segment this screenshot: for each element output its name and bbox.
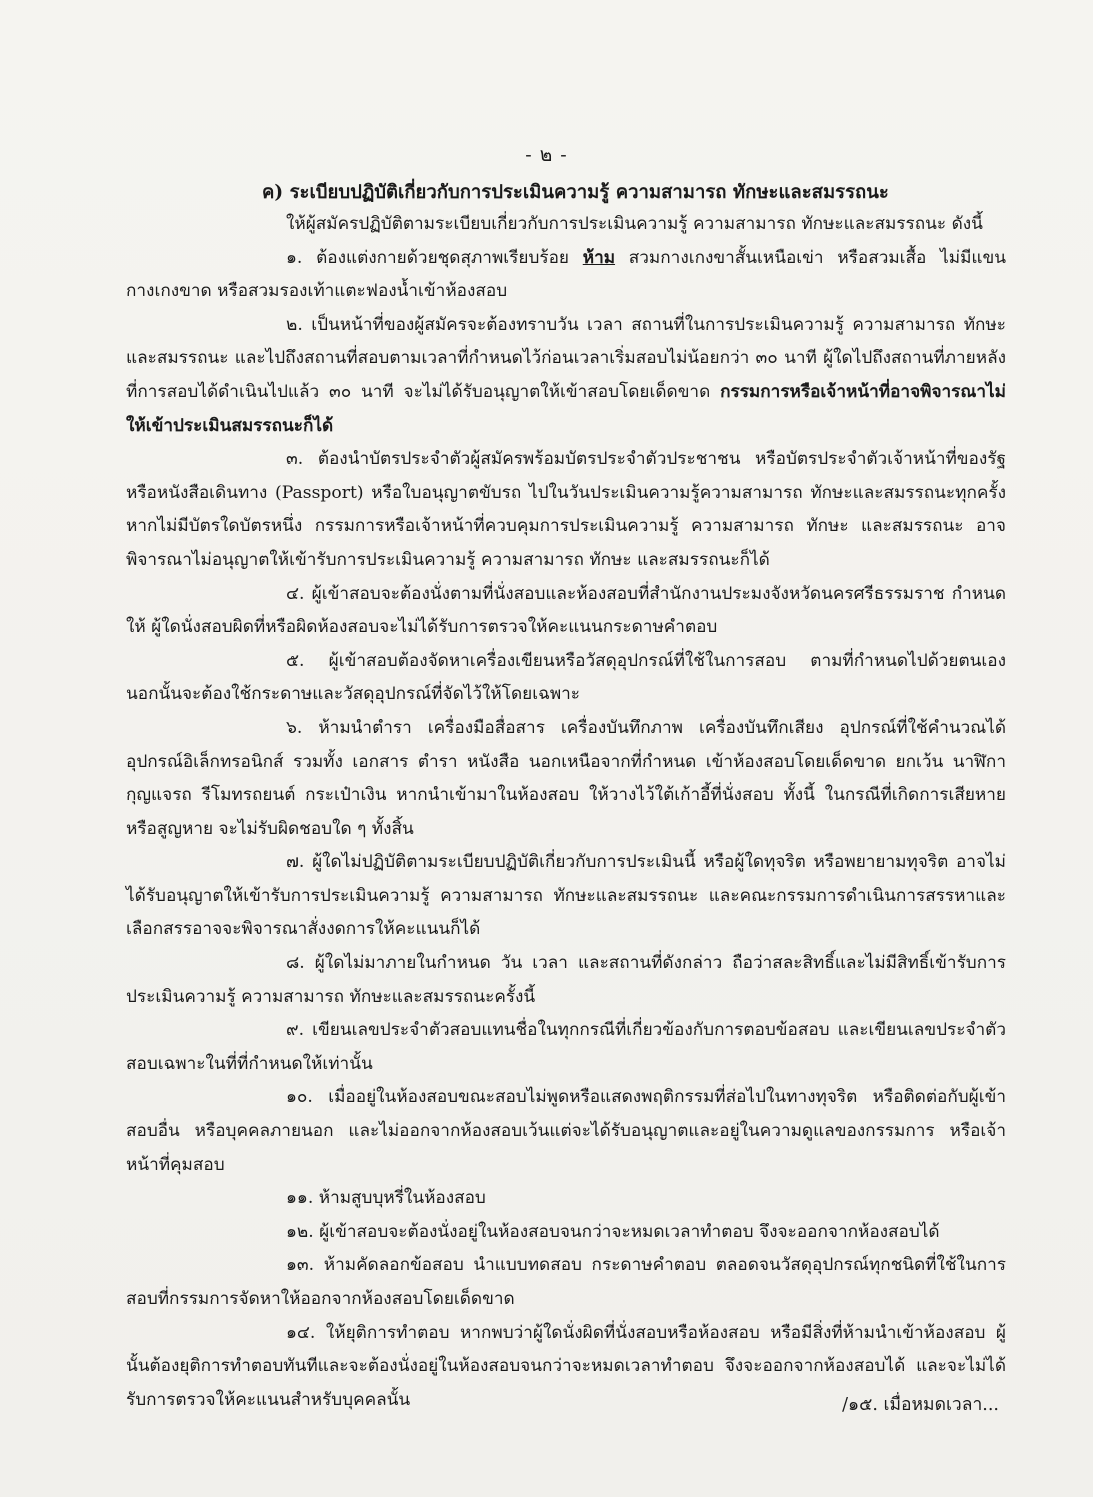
rule-1-emphasis: ห้าม	[582, 247, 616, 268]
rule-13: ๑๓. ห้ามคัดลอกข้อสอบ นำแบบทดสอบ กระดาษคำตอบ ตลอดจนวัสดุอุปกรณ์ทุกชนิดที่ใช้ในการสอบที่กรรมการจัดหาให้ออกจากห้องสอบโดยเด็ดขาด	[126, 1255, 1006, 1309]
rule-2-text: ๒. เป็นหน้าที่ของผู้สมัครจะต้องทราบวัน เวลา สถานที่ในการประเมินความรู้ ความสามารถ ทักษะและสมรรถนะ และไปถึงสถานที่สอบตามเวลาที่กำหนดไว้ก่อนเวลาเริ่มสอบไม่น้อยกว่า ๓๐ นาที ผู้ใดไปถึงสถานที่ภายหลังที่การสอบได้ดำเนินไปแล้ว ๓๐ นาที จะไม่ได้รับอนุญาตให้เข้าสอบโดยเด็ดขาด	[126, 314, 1006, 402]
rule-6: ๖. ห้ามนำตำรา เครื่องมือสื่อสาร เครื่องบันทึกภาพ เครื่องบันทึกเสียง อุปกรณ์ที่ใช้คำนวณได้ อุปกรณ์อิเล็กทรอนิกส์ รวมทั้ง เอกสาร ตำรา หนังสือ นอกเหนือจากที่กำหนด เข้าห้องสอบโดยเด็ดขาด ยกเว้น นาฬิกา กุญแจรถ รีโมทรถยนต์ กระเป๋าเงิน หากนำเข้ามาในห้องสอบ ให้วางไว้ใต้เก้าอี้ที่นั่งสอบ ทั้งนี้ ในกรณีที่เกิดการเสียหาย หรือสูญหาย จะไม่รับผิดชอบใด ๆ ทั้งสิ้น	[126, 717, 1006, 839]
rule-9: ๙. เขียนเลขประจำตัวสอบแทนชื่อในทุกกรณีที่เกี่ยวข้องกับการตอบข้อสอบ และเขียนเลขประจำตัวสอบเฉพาะในที่ที่กำหนดให้เท่านั้น	[126, 1020, 1006, 1074]
rule-12: ๑๒. ผู้เข้าสอบจะต้องนั่งอยู่ในห้องสอบจนกว่าจะหมดเวลาทำตอบ จึงจะออกจากห้องสอบได้	[286, 1221, 940, 1242]
rule-2	[126, 309, 1006, 443]
section-heading: ค) ระเบียบปฏิบัติเกี่ยวกับการประเมินความรู้ ความสามารถ ทักษะและสมรรถนะ	[262, 182, 889, 203]
rule-5: ๕. ผู้เข้าสอบต้องจัดหาเครื่องเขียนหรือวัสดุอุปกรณ์ที่ใช้ในการสอบ ตามที่กำหนดไปด้วยตนเอง นอกนั้นจะต้องใช้กระดาษและวัสดุอุปกรณ์ที่จัดไว้ให้โดยเฉพาะ	[126, 650, 1006, 705]
rule-7: ๗. ผู้ใดไม่ปฏิบัติตามระเบียบปฏิบัติเกี่ยวกับการประเมินนี้ หรือผู้ใดทุจริต หรือพยายามทุจริต อาจไม่ได้รับอนุญาตให้เข้ารับการประเมินความรู้ ความสามารถ ทักษะและสมรรถนะ และคณะกรรมการดำเนินการสรรหาและเลือกสรรอาจจะพิจารณาสั่งงดการให้คะแนนก็ได้	[126, 852, 1006, 940]
document-body	[126, 208, 1006, 1417]
rule-4: ๔. ผู้เข้าสอบจะต้องนั่งตามที่นั่งสอบและห้องสอบที่สำนักงานประมงจังหวัดนครศรีธรรมราช กำหนดให้ ผู้ใดนั่งสอบผิดที่หรือผิดห้องสอบจะไม่ได้รับการตรวจให้คะแนนกระดาษคำตอบ	[126, 583, 1006, 638]
rule-1-text-a: ๑. ต้องแต่งกายด้วยชุดสุภาพเรียบร้อย	[286, 247, 583, 268]
rule-1	[126, 242, 1006, 309]
rule-10: ๑๐. เมื่ออยู่ในห้องสอบขณะสอบไม่พูดหรือแสดงพฤติกรรมที่ส่อไปในทางทุจริต หรือติดต่อกับผู้เข้าสอบอื่น หรือบุคคลภายนอก และไม่ออกจากห้องสอบเว้นแต่จะได้รับอนุญาตและอยู่ในความดูแลของกรรมการ หรือเจ้าหน้าที่คุมสอบ	[126, 1087, 1006, 1175]
continuation-note: /๑๕. เมื่อหมดเวลา...	[842, 1395, 999, 1415]
rule-1-text-b: สวมกางเกงขาสั้นเหนือเข่า หรือสวมเสื้อ ไม่มีแขน กางเกงขาด หรือสวมรองเท้าแตะฟองน้ำเข้าห้องสอบ	[126, 247, 1006, 302]
rule-8: ๘. ผู้ใดไม่มาภายในกำหนด วัน เวลา และสถานที่ดังกล่าว ถือว่าสละสิทธิ์และไม่มีสิทธิ์เข้ารับการประเมินความรู้ ความสามารถ ทักษะและสมรรถนะครั้งนี้	[126, 953, 1006, 1007]
rule-14: ๑๔. ให้ยุติการทำตอบ หากพบว่าผู้ใดนั่งผิดที่นั่งสอบหรือห้องสอบ หรือมีสิ่งที่ห้ามนำเข้าห้องสอบ ผู้นั้นต้องยุติการทำตอบทันทีและจะต้องนั่งอยู่ในห้องสอบจนกว่าจะหมดเวลาทำตอบ จึงจะออกจากห้องสอบได้ และจะไม่ได้รับการตรวจให้คะแนนสำหรับบุคคลนั้น	[126, 1322, 1006, 1410]
rule-11: ๑๑. ห้ามสูบบุหรี่ในห้องสอบ	[286, 1188, 486, 1209]
rule-2-emphasis: กรรมการหรือเจ้าหน้าที่อาจพิจารณาไม่ให้เข้าประเมินสมรรถนะก็ได้	[126, 381, 1006, 436]
intro-paragraph: ให้ผู้สมัครปฏิบัติตามระเบียบเกี่ยวกับการประเมินความรู้ ความสามารถ ทักษะและสมรรถนะ ดังนี้	[286, 214, 983, 234]
page-number: - ๒ -	[525, 144, 568, 166]
rule-3: ๓. ต้องนำบัตรประจำตัวผู้สมัครพร้อมบัตรประจำตัวประชาชน หรือบัตรประจำตัวเจ้าหน้าที่ของรัฐ หรือหนังสือเดินทาง (Passport) หรือใบอนุญาตขับรถ ไปในวันประเมินความรู้ความสามารถ ทักษะและสมรรถนะทุกครั้ง หากไม่มีบัตรใดบัตรหนึ่ง กรรมการหรือเจ้าหน้าที่ควบคุมการประเมินความรู้ ความสามารถ ทักษะ และสมรรถนะ อาจพิจารณาไม่อนุญาตให้เข้ารับการประเมินความรู้ ความสามารถ ทักษะ และสมรรถนะก็ได้	[126, 449, 1006, 570]
